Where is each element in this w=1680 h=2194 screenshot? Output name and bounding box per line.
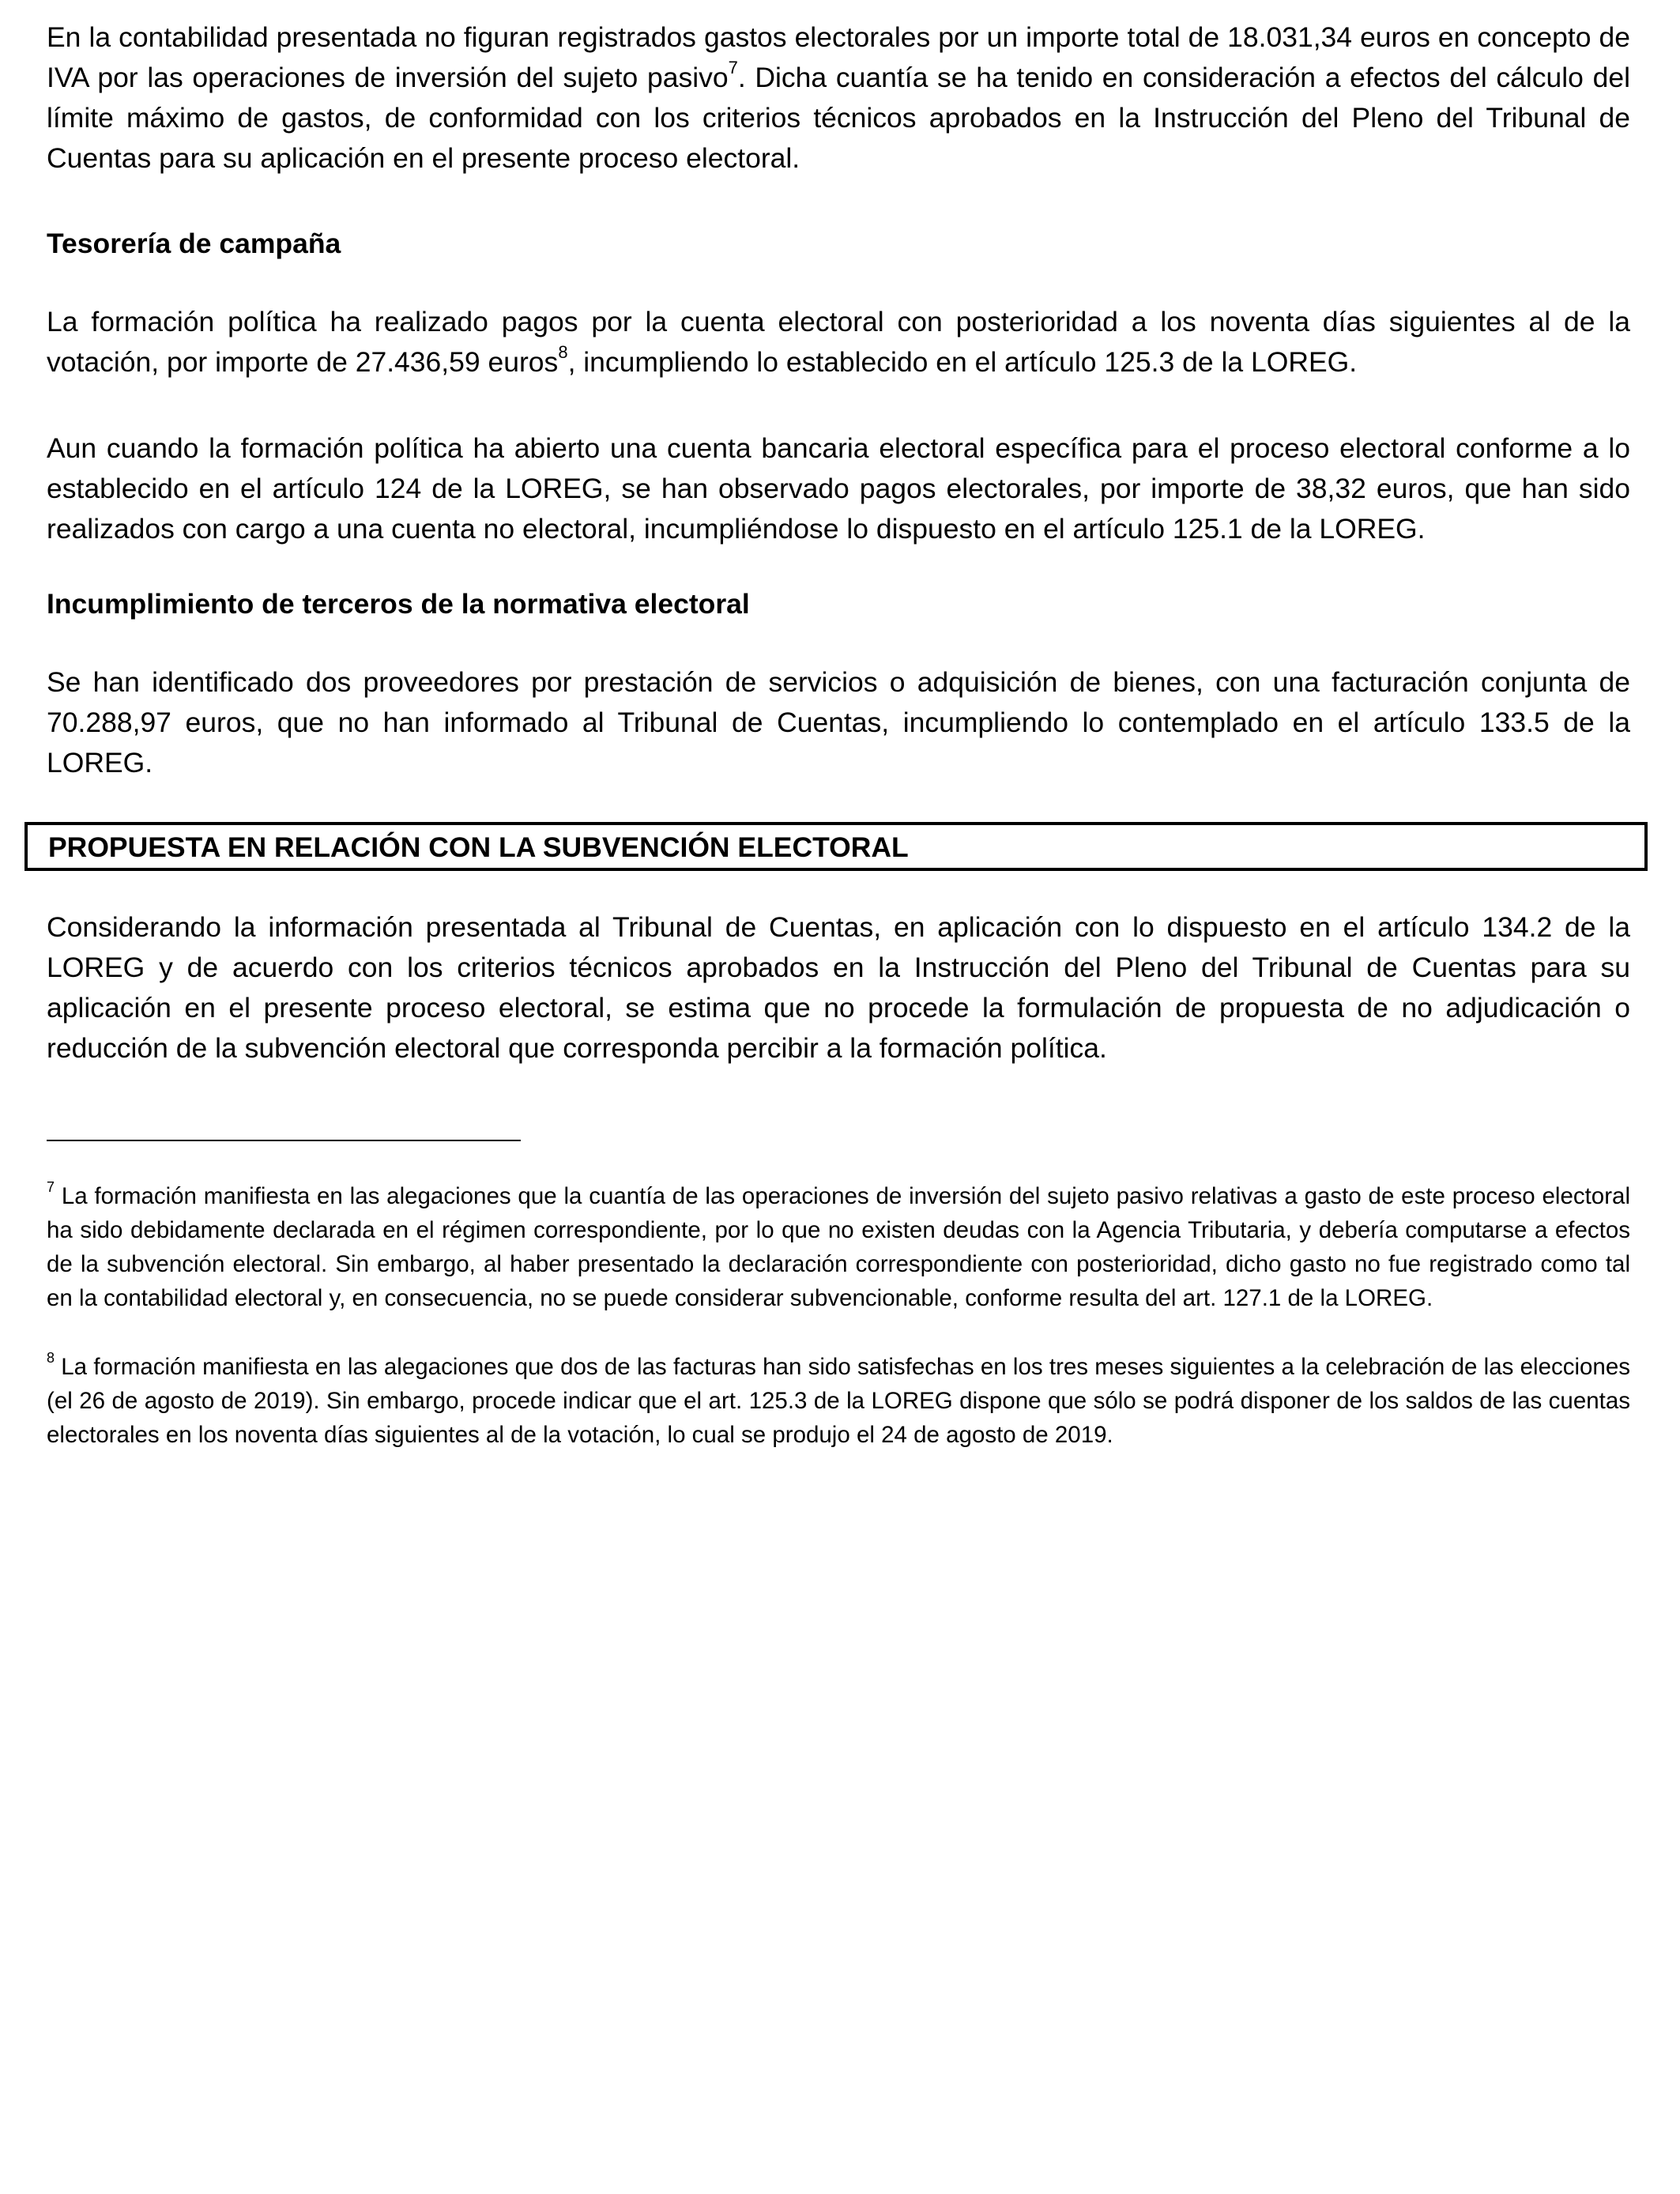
heading-propuesta: PROPUESTA EN RELACIÓN CON LA SUBVENCIÓN ELECTORAL — [48, 831, 909, 863]
paragraph-tesoreria-1-text: La formación política ha realizado pagos por la cuenta electoral con posterioridad a los noventa días siguientes al de la votación, por importe de 27.436,59 euros — [47, 306, 1630, 378]
paragraph-terceros: Se han identificado dos proveedores por prestación de servicios o adquisición de bienes, con una facturación conjunta de 70.288,97 euros, que no han informado al Tribunal de Cuentas, incumpliendo lo contemplado en el artículo 133.5 de la LOREG. — [47, 666, 1630, 778]
footnote-8-text: La formación manifiesta en las alegaciones que dos de las facturas han sido satisfechas en los tres meses siguientes a la celebración de las elecciones (el 26 de agosto de 2019). Sin embargo, procede indicar que el art. 125.3 de la LOREG dispone que sólo se podrá disponer de los saldos de las cuentas electorales en los noventa días siguientes al de la votación, lo cual se produjo el 24 de agosto de 2019. — [47, 1354, 1630, 1448]
heading-tesoreria: Tesorería de campaña — [47, 228, 341, 259]
paragraph-iva — [47, 17, 1630, 179]
footnote-7-text: La formación manifiesta en las alegaciones que la cuantía de las operaciones de inversión del sujeto pasivo relativas a gasto de este proceso electoral ha sido debidamente declarada en el régimen correspondiente, por lo que no existen deudas con la Agencia Tributaria, y debería computarse a efectos de la subvención electoral. Sin embargo, al haber presentado la declaración correspondiente con posterioridad, dicho gasto no fue registrado como tal en la contabilidad electoral y, en consecuencia, no se puede considerar subvencionable, conforme resulta del art. 127.1 de la LOREG. — [47, 1183, 1630, 1311]
footnote-8-number: 8 — [47, 1350, 55, 1367]
footnote-7-number: 7 — [47, 1179, 55, 1196]
footnote-ref-8: 8 — [558, 342, 568, 363]
paragraph-propuesta: Considerando la información presentada al Tribunal de Cuentas, en aplicación con lo dispuesto en el artículo 134.2 de la LOREG y de acuerdo con los criterios técnicos aprobados en la Instrucción del Pleno del Tribunal de Cuentas para su aplicación en el presente proceso electoral, se estima que no procede la formulación de propuesta de no adjudicación o reducción de la subvención electoral que corresponda percibir a la formación política. — [47, 911, 1630, 1064]
paragraph-iva-text-cont: . Dicha cuantía se ha tenido en consideración a efectos del cálculo del límite máximo de gastos, de conformidad con los criterios técnicos aprobados en la Instrucción del Pleno del Tribunal de Cuentas para su aplicación en el presente proceso electoral. — [47, 62, 1630, 174]
paragraph-tesoreria-2: Aun cuando la formación política ha abierto una cuenta bancaria electoral específica para el proceso electoral conforme a lo establecido en el artículo 124 de la LOREG, se han observado pagos electorales, por importe de 38,32 euros, que han sido realizados con cargo a una cuenta no electoral, incumpliéndose lo dispuesto en el artículo 125.1 de la LOREG. — [47, 432, 1630, 545]
footnote-ref-7: 7 — [728, 58, 738, 78]
paragraph-tesoreria-1-text-cont: , incumpliendo lo establecido en el artículo 125.3 de la LOREG. — [567, 346, 1358, 378]
footnote-8 — [47, 1350, 1630, 1452]
footnote-separator — [47, 1140, 521, 1141]
paragraph-tesoreria-1 — [47, 302, 1630, 383]
heading-terceros: Incumplimiento de terceros de la normativa electoral — [47, 588, 750, 620]
footnote-7 — [47, 1179, 1630, 1315]
paragraph-iva-text: En la contabilidad presentada no figuran registrados gastos electorales por un importe total de 18.031,34 euros en concepto de IVA por las operaciones de inversión del sujeto pasivo — [47, 21, 1630, 93]
section-box-propuesta — [24, 822, 1648, 871]
